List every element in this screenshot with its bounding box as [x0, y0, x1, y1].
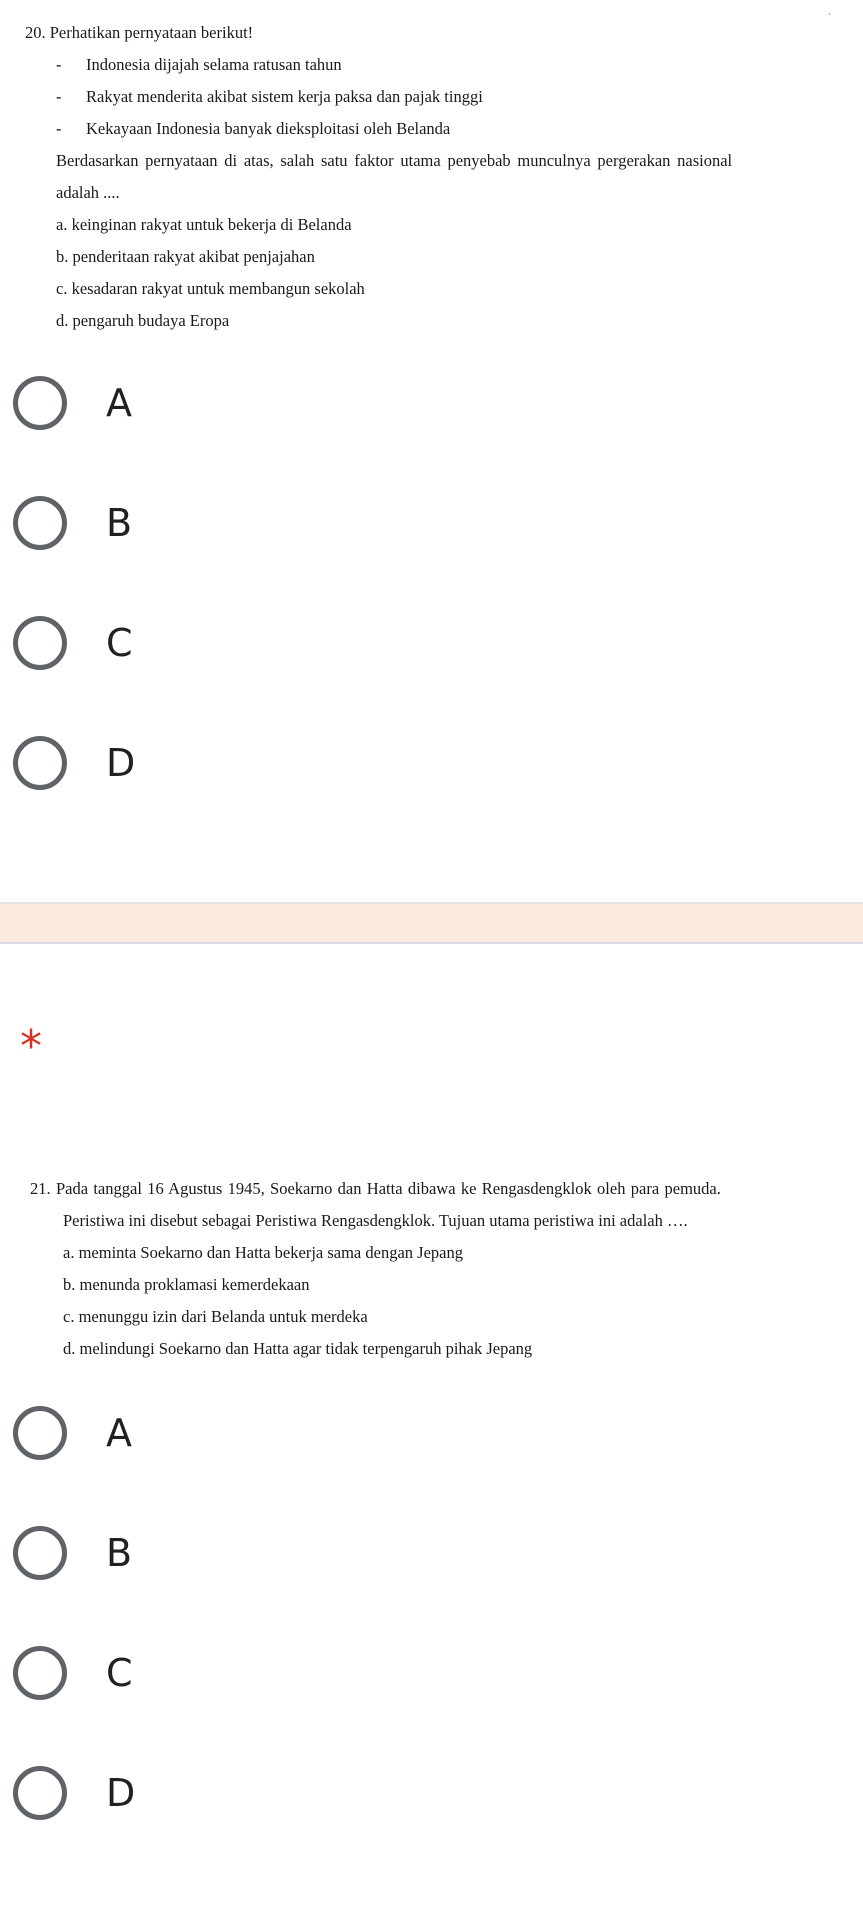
question-21-image	[0, 1160, 863, 1375]
question-21-option-d[interactable]	[0, 1742, 863, 1852]
option-label: A	[106, 381, 132, 425]
bullet-dash: -	[56, 119, 62, 138]
question-20-option-d[interactable]	[0, 712, 863, 822]
radio-button[interactable]	[13, 376, 67, 430]
question-20-option-c[interactable]	[0, 592, 863, 702]
question-20-choice-d: d. pengaruh budaya Eropa	[56, 311, 230, 330]
radio-button[interactable]	[13, 1406, 67, 1460]
radio-button[interactable]	[13, 1526, 67, 1580]
radio-button[interactable]	[13, 496, 67, 550]
radio-button[interactable]	[13, 1766, 67, 1820]
option-label: C	[106, 621, 133, 665]
question-20-option-b[interactable]	[0, 472, 863, 582]
required-asterisk: *	[20, 1021, 42, 1072]
question-20-choice-a: a. keinginan rakyat untuk bekerja di Belanda	[56, 215, 352, 234]
option-label: C	[106, 1651, 133, 1695]
statement-2: Rakyat menderita akibat sistem kerja paksa dan pajak tinggi	[86, 87, 483, 106]
question-21-option-a[interactable]	[0, 1382, 863, 1492]
radio-button[interactable]	[13, 736, 67, 790]
question-20-prompt-line-2: adalah ....	[56, 183, 120, 202]
question-21-option-b[interactable]	[0, 1502, 863, 1612]
radio-button[interactable]	[13, 616, 67, 670]
question-20-choice-b: b. penderitaan rakyat akibat penjajahan	[56, 247, 315, 266]
bullet-dash: -	[56, 55, 62, 74]
corner-mark: ˎ	[828, 5, 831, 15]
question-20-prompt-line-1: Berdasarkan pernyataan di atas, salah satu faktor utama penyebab munculnya pergerakan nasional	[56, 151, 733, 170]
section-divider	[0, 902, 863, 944]
radio-button[interactable]	[13, 1646, 67, 1700]
bullet-dash: -	[56, 87, 62, 106]
option-label: B	[106, 501, 133, 545]
option-label: D	[106, 1771, 136, 1815]
question-21-title-line-1: 21. Pada tanggal 16 Agustus 1945, Soekarno dan Hatta dibawa ke Rengasdengklok oleh para pemuda.	[30, 1179, 721, 1198]
question-20-title: 20. Perhatikan pernyataan berikut!	[25, 23, 254, 42]
option-label: A	[106, 1411, 132, 1455]
question-20-choice-c: c. kesadaran rakyat untuk membangun sekolah	[56, 279, 365, 298]
question-21-choice-b: b. menunda proklamasi kemerdekaan	[63, 1275, 310, 1294]
statement-1: Indonesia dijajah selama ratusan tahun	[86, 55, 342, 74]
option-label: B	[106, 1531, 133, 1575]
question-21-option-c[interactable]	[0, 1622, 863, 1732]
question-21-title-line-2: Peristiwa ini disebut sebagai Peristiwa Rengasdengklok. Tujuan utama peristiwa ini adalah ….	[63, 1211, 688, 1230]
question-21-choice-a: a. meminta Soekarno dan Hatta bekerja sama dengan Jepang	[63, 1243, 463, 1262]
question-21-choice-d: d. melindungi Soekarno dan Hatta agar tidak terpengaruh pihak Jepang	[63, 1339, 533, 1358]
question-20-option-a[interactable]	[0, 352, 863, 462]
option-label: D	[106, 741, 136, 785]
statement-3: Kekayaan Indonesia banyak dieksploitasi oleh Belanda	[86, 119, 451, 138]
question-21-choice-c: c. menunggu izin dari Belanda untuk merdeka	[63, 1307, 368, 1326]
question-20-image	[0, 0, 863, 345]
